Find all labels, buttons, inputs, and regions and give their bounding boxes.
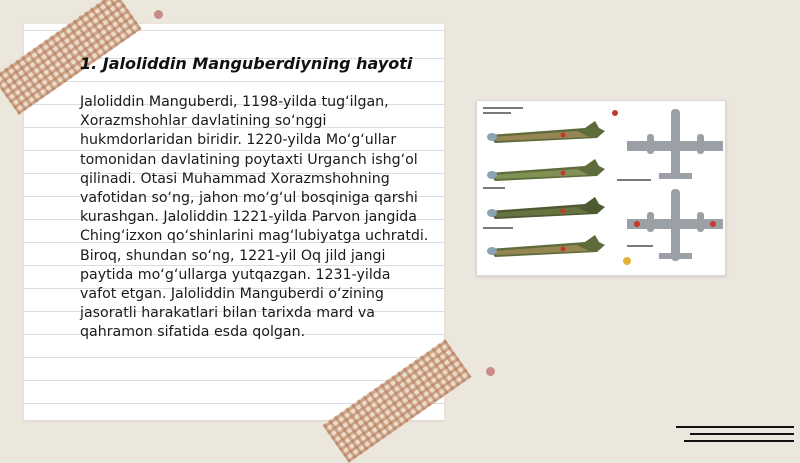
pin-dot-bottom [486, 367, 495, 376]
decorative-line [676, 426, 794, 428]
aircraft-profiles-drawing [477, 101, 725, 275]
side-profile-3 [487, 197, 605, 219]
aircraft-profiles-image [476, 100, 726, 276]
side-profile-4 [487, 235, 605, 257]
side-profile-2 [487, 159, 605, 181]
decorative-line [684, 440, 794, 442]
top-view [627, 109, 723, 179]
bottom-view [627, 189, 723, 261]
decorative-line [690, 433, 794, 435]
side-profile-1 [487, 121, 605, 143]
slide-body-text: Jaloliddin Manguberdi, 1198-yilda tug‘ilgan, Xorazmshohlar davlatining so‘nggi hukmdorlaridan biridir. 1220-yilda Mo‘g‘ullar tomonidan davlatining poytaxti Urganch ishg‘ol qilinadi. Otasi Muhammad Xorazmshohning vafotidan so‘ng, jahon mo‘g‘ul bosqiniga qarshi kurashgan. Jaloliddin 1221-yilda Parvon jangida Ching‘izxon qo‘shinlarini mag‘lubiyatga uchratdi. Biroq, shundan so‘ng, 1221-yil Oq jild jangi paytida mo‘g‘ullarga yutqazgan. 1231-yilda vafot etgan. Jaloliddin Manguberdi o‘zining jasoratli harakatlari bilan tarixda mard va qahramon sifatida esda qolgan. [80, 94, 429, 341]
pin-dot-top [154, 10, 163, 19]
slide-title: 1. Jaloliddin Manguberdiyning hayoti [80, 54, 413, 73]
